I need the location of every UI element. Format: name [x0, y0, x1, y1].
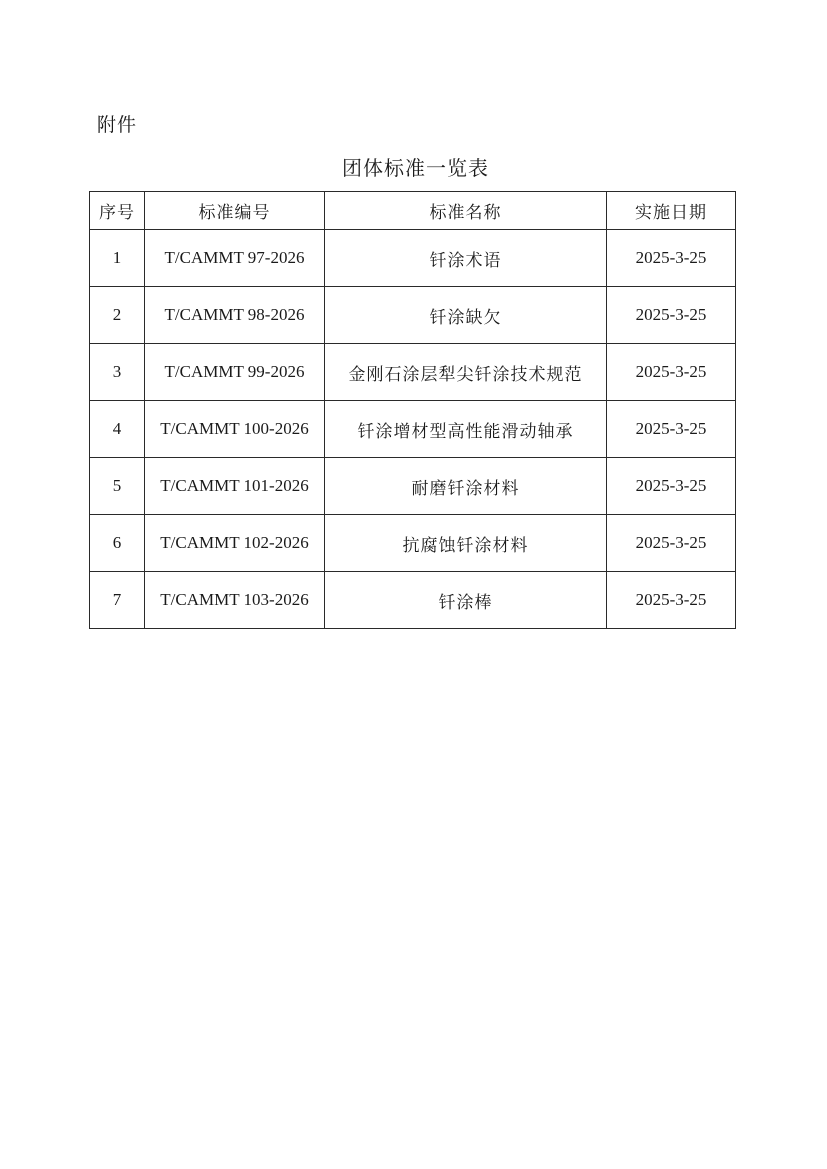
- standard-name: 钎涂增材型高性能滑动轴承: [325, 401, 607, 458]
- standard-name: 抗腐蚀钎涂材料: [325, 515, 607, 572]
- standards-table: [89, 191, 736, 629]
- table-row: [90, 344, 736, 401]
- row-number: 7: [90, 572, 145, 629]
- effective-date: 2025-3-25: [607, 344, 736, 401]
- row-number: 6: [90, 515, 145, 572]
- standard-name: 耐磨钎涂材料: [325, 458, 607, 515]
- table-row: [90, 287, 736, 344]
- effective-date: 2025-3-25: [607, 572, 736, 629]
- page-title: 团体标准一览表: [342, 156, 489, 180]
- table-row: [90, 572, 736, 629]
- column-header-date: 实施日期: [607, 192, 736, 230]
- standard-code: T/CAMMT 98-2026: [145, 287, 325, 344]
- standard-code: T/CAMMT 97-2026: [145, 230, 325, 287]
- column-header-no: 序号: [90, 192, 145, 230]
- standard-name: 金刚石涂层犁尖钎涂技术规范: [325, 344, 607, 401]
- effective-date: 2025-3-25: [607, 458, 736, 515]
- row-number: 5: [90, 458, 145, 515]
- effective-date: 2025-3-25: [607, 230, 736, 287]
- standard-code: T/CAMMT 103-2026: [145, 572, 325, 629]
- standard-name: 钎涂缺欠: [325, 287, 607, 344]
- table-row: [90, 515, 736, 572]
- standard-name: 钎涂术语: [325, 230, 607, 287]
- row-number: 1: [90, 230, 145, 287]
- row-number: 2: [90, 287, 145, 344]
- standard-code: T/CAMMT 101-2026: [145, 458, 325, 515]
- standard-code: T/CAMMT 102-2026: [145, 515, 325, 572]
- attachment-label: 附件: [97, 114, 138, 136]
- row-number: 4: [90, 401, 145, 458]
- table-header-row: [90, 192, 736, 230]
- effective-date: 2025-3-25: [607, 401, 736, 458]
- table-row: [90, 458, 736, 515]
- standard-code: T/CAMMT 99-2026: [145, 344, 325, 401]
- standard-name: 钎涂棒: [325, 572, 607, 629]
- effective-date: 2025-3-25: [607, 515, 736, 572]
- standard-code: T/CAMMT 100-2026: [145, 401, 325, 458]
- column-header-name: 标准名称: [325, 192, 607, 230]
- row-number: 3: [90, 344, 145, 401]
- table-row: [90, 401, 736, 458]
- effective-date: 2025-3-25: [607, 287, 736, 344]
- column-header-code: 标准编号: [145, 192, 325, 230]
- table-row: [90, 230, 736, 287]
